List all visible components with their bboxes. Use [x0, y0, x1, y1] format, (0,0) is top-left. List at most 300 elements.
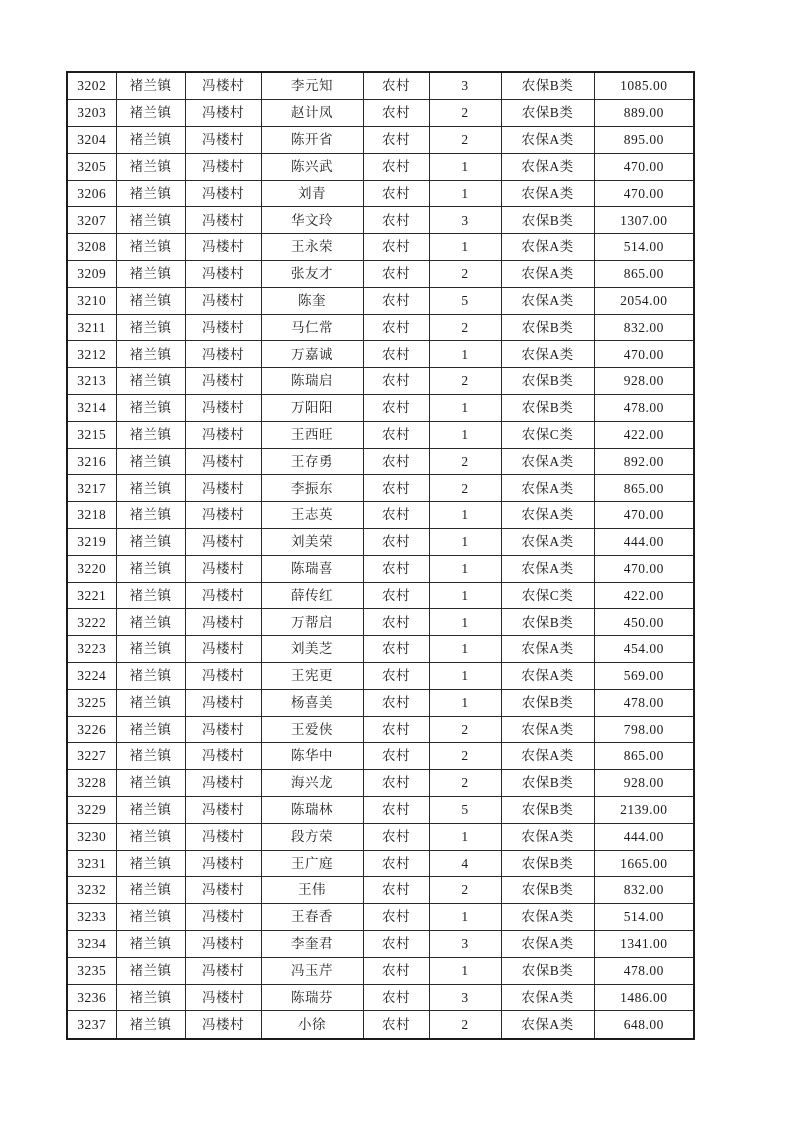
- cell-person-count: 1: [429, 153, 501, 180]
- cell-insurance-category: 农保A类: [501, 984, 594, 1011]
- cell-person-name: 李奎君: [261, 930, 363, 957]
- table-row: [67, 234, 694, 261]
- cell-town: 褚兰镇: [116, 341, 185, 368]
- cell-person-name: 李元知: [261, 72, 363, 100]
- cell-town: 褚兰镇: [116, 234, 185, 261]
- cell-village: 冯楼村: [185, 930, 261, 957]
- cell-row-id: 3235: [67, 957, 116, 984]
- cell-amount: 470.00: [594, 502, 694, 529]
- cell-village: 冯楼村: [185, 850, 261, 877]
- cell-insurance-category: 农保A类: [501, 153, 594, 180]
- cell-amount: 889.00: [594, 100, 694, 127]
- cell-insurance-category: 农保A类: [501, 287, 594, 314]
- cell-insurance-category: 农保A类: [501, 234, 594, 261]
- cell-amount: 514.00: [594, 234, 694, 261]
- table-row: [67, 528, 694, 555]
- cell-person-name: 陈瑞林: [261, 796, 363, 823]
- table-row: [67, 930, 694, 957]
- cell-person-count: 2: [429, 261, 501, 288]
- cell-village: 冯楼村: [185, 502, 261, 529]
- cell-village: 冯楼村: [185, 72, 261, 100]
- cell-village: 冯楼村: [185, 421, 261, 448]
- cell-person-name: 王爱侠: [261, 716, 363, 743]
- cell-row-id: 3204: [67, 127, 116, 154]
- cell-residence-type: 农村: [363, 850, 429, 877]
- table-row: [67, 877, 694, 904]
- cell-person-count: 1: [429, 421, 501, 448]
- cell-row-id: 3226: [67, 716, 116, 743]
- table-row: [67, 770, 694, 797]
- cell-village: 冯楼村: [185, 180, 261, 207]
- cell-amount: 470.00: [594, 341, 694, 368]
- cell-town: 褚兰镇: [116, 796, 185, 823]
- cell-person-count: 2: [429, 475, 501, 502]
- cell-village: 冯楼村: [185, 287, 261, 314]
- cell-village: 冯楼村: [185, 609, 261, 636]
- cell-person-name: 王宪更: [261, 662, 363, 689]
- cell-row-id: 3222: [67, 609, 116, 636]
- cell-insurance-category: 农保A类: [501, 823, 594, 850]
- cell-row-id: 3237: [67, 1011, 116, 1039]
- cell-town: 褚兰镇: [116, 72, 185, 100]
- cell-village: 冯楼村: [185, 153, 261, 180]
- cell-row-id: 3225: [67, 689, 116, 716]
- cell-amount: 2054.00: [594, 287, 694, 314]
- cell-residence-type: 农村: [363, 153, 429, 180]
- cell-town: 褚兰镇: [116, 743, 185, 770]
- cell-town: 褚兰镇: [116, 100, 185, 127]
- cell-person-count: 3: [429, 984, 501, 1011]
- cell-person-name: 刘美荣: [261, 528, 363, 555]
- cell-amount: 1486.00: [594, 984, 694, 1011]
- cell-person-count: 1: [429, 957, 501, 984]
- cell-amount: 892.00: [594, 448, 694, 475]
- cell-town: 褚兰镇: [116, 127, 185, 154]
- cell-amount: 470.00: [594, 555, 694, 582]
- cell-residence-type: 农村: [363, 234, 429, 261]
- cell-row-id: 3210: [67, 287, 116, 314]
- cell-insurance-category: 农保A类: [501, 1011, 594, 1039]
- cell-person-name: 王春香: [261, 904, 363, 931]
- cell-person-name: 陈瑞启: [261, 368, 363, 395]
- cell-person-name: 万阳阳: [261, 394, 363, 421]
- cell-amount: 832.00: [594, 314, 694, 341]
- cell-residence-type: 农村: [363, 341, 429, 368]
- table-row: [67, 716, 694, 743]
- cell-residence-type: 农村: [363, 823, 429, 850]
- cell-person-name: 陈开省: [261, 127, 363, 154]
- table-row: [67, 582, 694, 609]
- cell-person-name: 薛传红: [261, 582, 363, 609]
- cell-insurance-category: 农保C类: [501, 582, 594, 609]
- cell-residence-type: 农村: [363, 207, 429, 234]
- cell-row-id: 3208: [67, 234, 116, 261]
- cell-person-count: 3: [429, 207, 501, 234]
- cell-residence-type: 农村: [363, 1011, 429, 1039]
- cell-row-id: 3228: [67, 770, 116, 797]
- cell-row-id: 3233: [67, 904, 116, 931]
- cell-insurance-category: 农保B类: [501, 770, 594, 797]
- table-row: [67, 314, 694, 341]
- cell-person-name: 刘青: [261, 180, 363, 207]
- table-row: [67, 153, 694, 180]
- cell-person-count: 2: [429, 448, 501, 475]
- table-row: [67, 823, 694, 850]
- cell-town: 褚兰镇: [116, 877, 185, 904]
- cell-town: 褚兰镇: [116, 662, 185, 689]
- cell-village: 冯楼村: [185, 100, 261, 127]
- cell-person-name: 王存勇: [261, 448, 363, 475]
- cell-amount: 450.00: [594, 609, 694, 636]
- cell-row-id: 3234: [67, 930, 116, 957]
- cell-row-id: 3214: [67, 394, 116, 421]
- cell-town: 褚兰镇: [116, 528, 185, 555]
- cell-row-id: 3217: [67, 475, 116, 502]
- cell-town: 褚兰镇: [116, 904, 185, 931]
- cell-person-name: 刘美芝: [261, 636, 363, 663]
- cell-person-count: 1: [429, 823, 501, 850]
- table-row: [67, 636, 694, 663]
- cell-row-id: 3202: [67, 72, 116, 100]
- cell-insurance-category: 农保B类: [501, 689, 594, 716]
- cell-amount: 569.00: [594, 662, 694, 689]
- cell-residence-type: 农村: [363, 100, 429, 127]
- cell-village: 冯楼村: [185, 448, 261, 475]
- cell-insurance-category: 农保A类: [501, 904, 594, 931]
- cell-residence-type: 农村: [363, 877, 429, 904]
- cell-amount: 444.00: [594, 823, 694, 850]
- cell-amount: 865.00: [594, 261, 694, 288]
- cell-insurance-category: 农保A类: [501, 636, 594, 663]
- table-row: [67, 127, 694, 154]
- table-row: [67, 421, 694, 448]
- cell-village: 冯楼村: [185, 716, 261, 743]
- cell-person-name: 王志英: [261, 502, 363, 529]
- cell-town: 褚兰镇: [116, 770, 185, 797]
- cell-village: 冯楼村: [185, 528, 261, 555]
- cell-insurance-category: 农保A类: [501, 502, 594, 529]
- table-row: [67, 394, 694, 421]
- cell-residence-type: 农村: [363, 502, 429, 529]
- cell-amount: 1341.00: [594, 930, 694, 957]
- cell-amount: 514.00: [594, 904, 694, 931]
- cell-village: 冯楼村: [185, 582, 261, 609]
- cell-village: 冯楼村: [185, 636, 261, 663]
- cell-row-id: 3229: [67, 796, 116, 823]
- table-row: [67, 341, 694, 368]
- cell-village: 冯楼村: [185, 689, 261, 716]
- cell-person-count: 5: [429, 287, 501, 314]
- cell-person-count: 1: [429, 609, 501, 636]
- cell-residence-type: 农村: [363, 72, 429, 100]
- cell-town: 褚兰镇: [116, 957, 185, 984]
- cell-residence-type: 农村: [363, 609, 429, 636]
- cell-person-count: 2: [429, 100, 501, 127]
- cell-residence-type: 农村: [363, 314, 429, 341]
- cell-town: 褚兰镇: [116, 850, 185, 877]
- cell-person-count: 5: [429, 796, 501, 823]
- cell-amount: 444.00: [594, 528, 694, 555]
- table-row: [67, 261, 694, 288]
- cell-person-name: 王永荣: [261, 234, 363, 261]
- cell-insurance-category: 农保A类: [501, 930, 594, 957]
- table-row: [67, 100, 694, 127]
- table-row: [67, 207, 694, 234]
- cell-village: 冯楼村: [185, 770, 261, 797]
- cell-amount: 2139.00: [594, 796, 694, 823]
- cell-insurance-category: 农保A类: [501, 127, 594, 154]
- cell-insurance-category: 农保B类: [501, 850, 594, 877]
- cell-person-count: 3: [429, 930, 501, 957]
- cell-town: 褚兰镇: [116, 1011, 185, 1039]
- cell-residence-type: 农村: [363, 984, 429, 1011]
- cell-amount: 865.00: [594, 743, 694, 770]
- cell-village: 冯楼村: [185, 1011, 261, 1039]
- cell-insurance-category: 农保A类: [501, 743, 594, 770]
- cell-person-count: 1: [429, 582, 501, 609]
- cell-town: 褚兰镇: [116, 636, 185, 663]
- cell-town: 褚兰镇: [116, 261, 185, 288]
- cell-row-id: 3230: [67, 823, 116, 850]
- cell-person-name: 王广庭: [261, 850, 363, 877]
- table-row: [67, 475, 694, 502]
- table-row: [67, 689, 694, 716]
- cell-insurance-category: 农保B类: [501, 957, 594, 984]
- cell-residence-type: 农村: [363, 528, 429, 555]
- cell-row-id: 3216: [67, 448, 116, 475]
- cell-village: 冯楼村: [185, 823, 261, 850]
- table-row: [67, 180, 694, 207]
- cell-person-name: 冯玉芹: [261, 957, 363, 984]
- table-row: [67, 662, 694, 689]
- cell-insurance-category: 农保B类: [501, 314, 594, 341]
- cell-insurance-category: 农保A类: [501, 475, 594, 502]
- cell-village: 冯楼村: [185, 555, 261, 582]
- cell-village: 冯楼村: [185, 207, 261, 234]
- cell-row-id: 3224: [67, 662, 116, 689]
- cell-residence-type: 农村: [363, 421, 429, 448]
- cell-village: 冯楼村: [185, 984, 261, 1011]
- cell-village: 冯楼村: [185, 796, 261, 823]
- table-body: [67, 72, 694, 1039]
- cell-person-name: 杨喜美: [261, 689, 363, 716]
- cell-amount: 648.00: [594, 1011, 694, 1039]
- cell-residence-type: 农村: [363, 448, 429, 475]
- cell-town: 褚兰镇: [116, 421, 185, 448]
- cell-residence-type: 农村: [363, 475, 429, 502]
- cell-town: 褚兰镇: [116, 716, 185, 743]
- cell-town: 褚兰镇: [116, 984, 185, 1011]
- table-row: [67, 850, 694, 877]
- cell-person-name: 张友才: [261, 261, 363, 288]
- records-table: [66, 71, 695, 1040]
- cell-village: 冯楼村: [185, 368, 261, 395]
- cell-person-count: 2: [429, 368, 501, 395]
- cell-town: 褚兰镇: [116, 368, 185, 395]
- cell-person-name: 华文玲: [261, 207, 363, 234]
- table-row: [67, 368, 694, 395]
- cell-insurance-category: 农保A类: [501, 555, 594, 582]
- cell-village: 冯楼村: [185, 904, 261, 931]
- cell-insurance-category: 农保B类: [501, 72, 594, 100]
- cell-village: 冯楼村: [185, 234, 261, 261]
- table-row: [67, 984, 694, 1011]
- cell-town: 褚兰镇: [116, 180, 185, 207]
- cell-town: 褚兰镇: [116, 555, 185, 582]
- cell-person-count: 4: [429, 850, 501, 877]
- cell-insurance-category: 农保A类: [501, 528, 594, 555]
- cell-row-id: 3215: [67, 421, 116, 448]
- cell-insurance-category: 农保B类: [501, 368, 594, 395]
- cell-row-id: 3221: [67, 582, 116, 609]
- cell-insurance-category: 农保A类: [501, 662, 594, 689]
- cell-town: 褚兰镇: [116, 287, 185, 314]
- cell-village: 冯楼村: [185, 877, 261, 904]
- cell-village: 冯楼村: [185, 341, 261, 368]
- table-row: [67, 743, 694, 770]
- cell-residence-type: 农村: [363, 689, 429, 716]
- cell-person-count: 1: [429, 234, 501, 261]
- cell-row-id: 3205: [67, 153, 116, 180]
- cell-person-count: 2: [429, 716, 501, 743]
- cell-person-name: 万嘉诚: [261, 341, 363, 368]
- cell-person-name: 陈奎: [261, 287, 363, 314]
- cell-town: 褚兰镇: [116, 823, 185, 850]
- table-row: [67, 1011, 694, 1039]
- cell-insurance-category: 农保A类: [501, 261, 594, 288]
- table-row: [67, 609, 694, 636]
- cell-person-count: 2: [429, 877, 501, 904]
- cell-residence-type: 农村: [363, 261, 429, 288]
- cell-insurance-category: 农保A类: [501, 180, 594, 207]
- table-row: [67, 796, 694, 823]
- cell-person-name: 陈瑞喜: [261, 555, 363, 582]
- cell-residence-type: 农村: [363, 555, 429, 582]
- cell-residence-type: 农村: [363, 127, 429, 154]
- cell-town: 褚兰镇: [116, 689, 185, 716]
- cell-residence-type: 农村: [363, 582, 429, 609]
- cell-amount: 470.00: [594, 153, 694, 180]
- cell-insurance-category: 农保B类: [501, 100, 594, 127]
- cell-amount: 1307.00: [594, 207, 694, 234]
- cell-person-name: 段方荣: [261, 823, 363, 850]
- cell-person-count: 2: [429, 743, 501, 770]
- cell-insurance-category: 农保A类: [501, 341, 594, 368]
- cell-residence-type: 农村: [363, 287, 429, 314]
- table-row: [67, 904, 694, 931]
- cell-amount: 422.00: [594, 582, 694, 609]
- cell-person-name: 陈华中: [261, 743, 363, 770]
- cell-row-id: 3206: [67, 180, 116, 207]
- cell-row-id: 3220: [67, 555, 116, 582]
- cell-amount: 895.00: [594, 127, 694, 154]
- cell-town: 褚兰镇: [116, 207, 185, 234]
- cell-person-count: 2: [429, 314, 501, 341]
- cell-amount: 454.00: [594, 636, 694, 663]
- cell-amount: 422.00: [594, 421, 694, 448]
- cell-village: 冯楼村: [185, 127, 261, 154]
- cell-amount: 928.00: [594, 770, 694, 797]
- cell-insurance-category: 农保B类: [501, 609, 594, 636]
- cell-insurance-category: 农保B类: [501, 394, 594, 421]
- cell-person-name: 陈瑞芬: [261, 984, 363, 1011]
- cell-village: 冯楼村: [185, 475, 261, 502]
- cell-row-id: 3223: [67, 636, 116, 663]
- cell-residence-type: 农村: [363, 636, 429, 663]
- cell-person-name: 王伟: [261, 877, 363, 904]
- cell-town: 褚兰镇: [116, 582, 185, 609]
- cell-amount: 478.00: [594, 394, 694, 421]
- cell-village: 冯楼村: [185, 394, 261, 421]
- cell-row-id: 3231: [67, 850, 116, 877]
- cell-amount: 798.00: [594, 716, 694, 743]
- cell-person-count: 1: [429, 904, 501, 931]
- cell-person-count: 1: [429, 689, 501, 716]
- cell-row-id: 3227: [67, 743, 116, 770]
- cell-town: 褚兰镇: [116, 930, 185, 957]
- cell-residence-type: 农村: [363, 743, 429, 770]
- cell-person-name: 马仁常: [261, 314, 363, 341]
- cell-residence-type: 农村: [363, 394, 429, 421]
- cell-person-name: 海兴龙: [261, 770, 363, 797]
- cell-person-count: 3: [429, 72, 501, 100]
- table-row: [67, 287, 694, 314]
- cell-village: 冯楼村: [185, 662, 261, 689]
- cell-row-id: 3211: [67, 314, 116, 341]
- cell-amount: 470.00: [594, 180, 694, 207]
- cell-village: 冯楼村: [185, 743, 261, 770]
- cell-town: 褚兰镇: [116, 394, 185, 421]
- cell-person-count: 1: [429, 394, 501, 421]
- cell-town: 褚兰镇: [116, 609, 185, 636]
- cell-person-name: 李振东: [261, 475, 363, 502]
- cell-row-id: 3236: [67, 984, 116, 1011]
- cell-village: 冯楼村: [185, 957, 261, 984]
- cell-amount: 865.00: [594, 475, 694, 502]
- cell-amount: 832.00: [594, 877, 694, 904]
- cell-person-name: 万帮启: [261, 609, 363, 636]
- cell-town: 褚兰镇: [116, 153, 185, 180]
- cell-row-id: 3212: [67, 341, 116, 368]
- cell-amount: 928.00: [594, 368, 694, 395]
- cell-town: 褚兰镇: [116, 475, 185, 502]
- cell-amount: 478.00: [594, 689, 694, 716]
- cell-residence-type: 农村: [363, 368, 429, 395]
- cell-residence-type: 农村: [363, 957, 429, 984]
- cell-insurance-category: 农保B类: [501, 796, 594, 823]
- cell-residence-type: 农村: [363, 180, 429, 207]
- cell-row-id: 3232: [67, 877, 116, 904]
- cell-person-name: 小徐: [261, 1011, 363, 1039]
- cell-residence-type: 农村: [363, 930, 429, 957]
- cell-village: 冯楼村: [185, 261, 261, 288]
- table-row: [67, 448, 694, 475]
- cell-person-count: 1: [429, 341, 501, 368]
- cell-amount: 1085.00: [594, 72, 694, 100]
- cell-row-id: 3203: [67, 100, 116, 127]
- cell-person-name: 王西旺: [261, 421, 363, 448]
- cell-person-count: 1: [429, 555, 501, 582]
- cell-insurance-category: 农保B类: [501, 207, 594, 234]
- cell-person-count: 1: [429, 636, 501, 663]
- cell-person-count: 1: [429, 528, 501, 555]
- cell-row-id: 3213: [67, 368, 116, 395]
- cell-residence-type: 农村: [363, 904, 429, 931]
- cell-village: 冯楼村: [185, 314, 261, 341]
- cell-amount: 478.00: [594, 957, 694, 984]
- cell-person-count: 2: [429, 127, 501, 154]
- cell-person-name: 赵计凤: [261, 100, 363, 127]
